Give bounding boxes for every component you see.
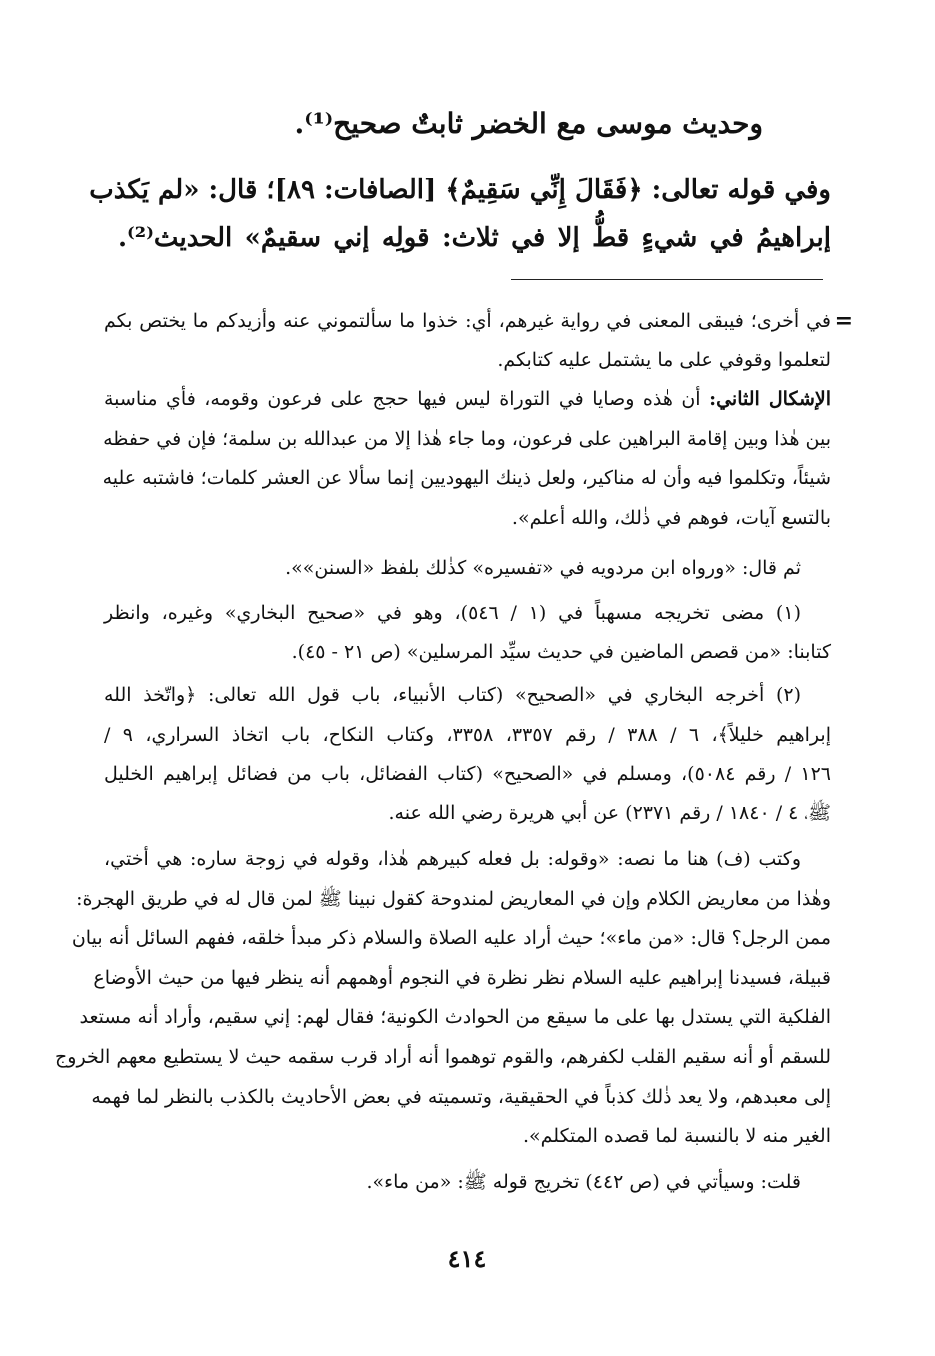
footnote-cont-line-2: لتعلموا وقوفي على ما يشتمل عليه كتابكم. bbox=[497, 349, 831, 371]
footnote-2-line-2: إبراهيم خليلاً﴾، ٦ / ٣٨٨ / رقم ٣٣٥٧، ٣٣٥٨، وكتاب النكاح، باب اتخاذ السراري، ٩ / bbox=[104, 724, 831, 746]
katab-line-3: ممن الرجل؟ قال: «من ماء»؛ حيث أراد عليه الصلاة والسلام ذكر مبدأ خلقه، ففهم السائل أنه بيان bbox=[71, 927, 831, 949]
katab-line-2: وهٰذا من معاريض الكلام وإن في المعاريض لمندوحة كقول نبينا ﷺ لمن قال له في طريق الهجرة: bbox=[76, 888, 831, 910]
footnote-1-line-1: (١) مضى تخريجه مسهباً في (١ / ٥٤٦)، وهو في «صحيح البخاري» وغيره، وانظر bbox=[104, 602, 801, 624]
katab-line-5: الفلكية التي يستدل بها على ما سيقع من الحوادث الكونية؛ فقال لهم: إني سقيم، وأراد أنه مستعد bbox=[79, 1006, 831, 1028]
katab-line-1: وكتب (ف) هنا ما نصه: «وقوله: بل فعله كبيرهم هٰذا، وقوله في زوجة ساره: هي أختي، bbox=[104, 848, 801, 870]
footnote-1-line-2: كتابنا: «من قصص الماضين في حديث سيِّد المرسلين» (ص ٢١ - ٤٥). bbox=[291, 641, 831, 663]
footnote-separator bbox=[511, 279, 823, 280]
main-text-line-1: وحديث موسى مع الخضر ثابتٌ صحيح⁽¹⁾. bbox=[294, 107, 763, 140]
footnote-2-line-3: ١٢٦ / رقم ٥٠٨٤)، ومسلم في «الصحيح» (كتاب الفضائل، باب من فضائل إبراهيم الخليل bbox=[104, 763, 831, 785]
katab-line-4: قبيلة، فسيدنا إبراهيم عليه السلام نظر نظرة في النجوم أوهمهم أنه ينظر فيها من حيث الأوضاع bbox=[93, 967, 831, 989]
footnote-2-line-1: (٢) أخرجه البخاري في «الصحيح» (كتاب الأنبياء، باب قول الله تعالى: ﴿واتّخذ الله bbox=[104, 684, 801, 706]
katab-line-6: للسقم أو أنه سقيم القلب لكفرهم، والقوم توهموا أنه أراد قرب سقمه حيث لا يستطيع معهم الخروج bbox=[55, 1046, 831, 1068]
qultu-line: قلت: وسيأتي في (ص ٤٤٢) تخريج قوله ﷺ: «من ماء». bbox=[366, 1171, 801, 1193]
continuation-mark: = bbox=[834, 308, 853, 334]
ishkal-line-3: شيئاً، وتكلموا فيه وأن له مناكير، ولعل ذينك اليهوديين إنما سألا عن العشر كلمات؛ فاشتبه عليه bbox=[102, 467, 831, 489]
thumma-line: ثم قال: «ورواه ابن مردويه في «تفسيره» كذٰلك بلفظ «السنن»». bbox=[285, 557, 801, 579]
ishkal-text: أن هٰذه وصايا في التوراة ليس فيها حجج على فرعون وقومه، فأي مناسبة bbox=[104, 388, 701, 410]
main-text-line-2: وفي قوله تعالى: ﴿فَقَالَ إِنِّي سَقِيمٌ﴾ [الصافات: ٨٩]؛ قال: «لم يَكذب bbox=[89, 175, 831, 205]
footnote-2-line-4: ﷺ، ٤ / ١٨٤٠ / رقم ٢٣٧١) عن أبي هريرة رضي الله عنه. bbox=[388, 802, 831, 824]
footnote-cont-line-1: في أخرى؛ فيبقى المعنى في رواية غيرهم، أي: خذوا ما سألتموني عنه وأزيدكم ما يختص بكم bbox=[104, 310, 831, 332]
ishkal-line-1 bbox=[104, 384, 831, 414]
main-text-line-3: إبراهيمُ في شيءٍ قطُّ إلا في ثلاث: قولِه إني سقيمٌ» الحديث⁽²⁾. bbox=[118, 223, 831, 253]
page-number: ٤١٤ bbox=[447, 1244, 487, 1273]
ishkal-line-4: بالتسع آيات، فوهم في ذٰلك، والله أعلم». bbox=[511, 507, 831, 529]
katab-line-7: إلى معبدهم، ولا يعد ذٰلك كذباً في الحقيقية، وتسميته في بعض الأحاديث بالكذب بالنظر لما فهمه bbox=[91, 1086, 831, 1108]
ishkal-label: الإشكال الثاني: bbox=[709, 388, 831, 410]
katab-line-8: الغير منه لا بالنسبة لما قصده المتكلم». bbox=[522, 1125, 831, 1147]
ishkal-line-2: بين هٰذا وبين إقامة البراهين على فرعون، وما جاء هٰذا إلا من عبدالله بن سلمة؛ فإن في حفظه bbox=[103, 428, 831, 450]
